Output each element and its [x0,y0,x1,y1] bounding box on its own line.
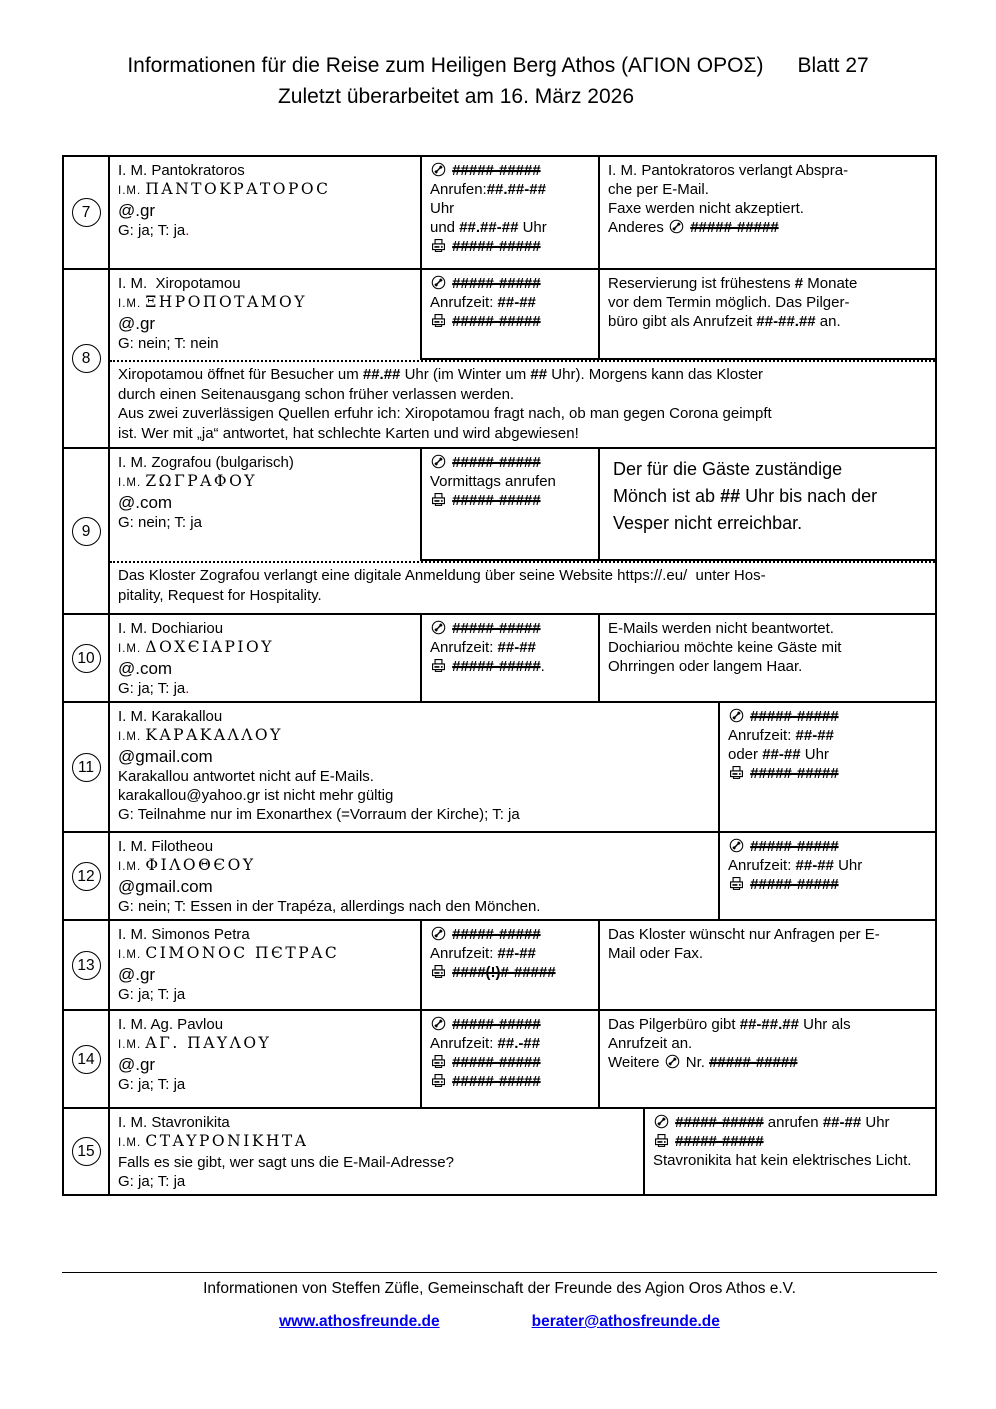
circled-number: 15 [72,1137,101,1166]
table-row-15 [64,1109,935,1194]
monastery-cell: I. M. Stavronikita I.M. CΤΑΥΡΟΝΙΚΗΤΑ Falls es sie gibt, wer sagt uns die E-Mail-Adresse? G: ja; T: ja [118,1114,454,1190]
footer-divider [62,1272,937,1273]
fax-icon [430,238,447,253]
phone-icon [668,219,685,234]
circled-number: 8 [72,344,101,373]
monastery-table [62,155,937,1196]
monastery-cell: I. M. Xiropotamou I.M. ΞΗΡΟΠΟΤΑΜΟΥ @.gr G: nein; T: nein [118,275,308,352]
phone-icon [653,1114,670,1129]
phone-icon [430,162,447,177]
contact-cell: #####-##### Vormittags anrufen #####-##### [420,449,598,561]
circled-number: 9 [72,517,101,546]
phone-icon [430,275,447,290]
contact-cell: #####-##### Anrufzeit: ##-## oder ##-## Uhr #####-##### [718,703,935,831]
row-number-cell [64,703,110,831]
page-title [0,50,996,81]
row-number-cell [64,1109,110,1194]
note-cell: Xiropotamou öffnet für Besucher um ##.## Uhr (im Winter um ## Uhr). Morgens kann das Kloster durch einen Seitenausgang schon früher verlassen werden. Aus zwei zuverlässigen Quellen erfuhr ich: Xiropotamou fragt nach, ob man gegen Corona geimpft ist. Wer mit „ja“ antwortet, hat schlechte Karten und wird abgewiesen! [118,366,772,442]
monastery-cell: I. M. Simonos Petra I.M. CΙΜΟΝΟC ΠЄΤΡΑC @.gr G: ja; T: ja [118,926,340,1003]
table-row-8 [64,270,935,449]
table-row-7 [64,157,935,270]
circled-number: 13 [72,951,101,980]
table-row-10 [64,615,935,703]
row-main-section [110,449,935,563]
sheet-number: Blatt 27 [797,54,869,77]
page-subtitle: Zuletzt überarbeitet am 16. März 2026 [277,85,634,108]
phone-icon [430,454,447,469]
phone-icon [430,620,447,635]
fax-icon [728,876,745,891]
website-link[interactable]: www.athosfreunde.de [279,1313,440,1330]
row-number-cell [64,921,110,1009]
circled-number: 11 [72,753,101,782]
page-footer [62,1272,937,1331]
table-row-11 [64,703,935,833]
row-number-cell [64,1011,110,1107]
circled-number: 12 [72,862,101,891]
monastery-cell: I. M. Pantokratoros I.M. ΠΑΝΤΟΚΡΑΤΟΡΟC @.gr G: ja; T: ja. [118,162,331,239]
contact-cell: #####-##### Anrufzeit: ##-## #####-##### [420,270,598,360]
contact-cell: #####-##### Anrufzeit: ##-## Uhr #####-##### [718,833,935,919]
info-cell: I. M. Pantokratoros verlangt Abspra- che per E-Mail. Faxe werden nicht akzeptiert. Anderes #####-##### [598,157,935,268]
row-number-cell [64,157,110,268]
fax-icon [430,964,447,979]
row-main-section [110,270,935,362]
row-number-cell [64,449,110,613]
fax-icon [728,765,745,780]
footer-info: Informationen von Steffen Züfle, Gemeinschaft der Freunde des Agion Oros Athos e.V. [203,1280,796,1297]
page-header [0,50,996,112]
fax-icon [430,492,447,507]
monastery-cell: I. M. Dochiariou I.M. ΔΟΧЄΙΑΡΙΟΥ @.com G: ja; T: ja. [118,620,274,697]
phone-icon [728,838,745,853]
contact-cell: #####-##### Anrufzeit: ##.-## #####-##### #####-##### [420,1011,598,1107]
monastery-cell: I. M. Ag. Pavlou I.M. ΑΓ. ΠΑΥΛΟΥ @.gr G: ja; T: ja [118,1016,272,1093]
circled-number: 10 [72,644,101,673]
fax-icon [430,658,447,673]
monastery-cell: I. M. Karakallou I.M. ΚΑΡΑΚΑΛΛΟΥ @gmail.com Karakallou antwortet nicht auf E-Mails. karakallou@yahoo.gr ist nicht mehr gültig G: Teilnahme nur im Exonarthex (=Vorraum der Kirche); T: ja [118,708,520,823]
row-number-cell [64,270,110,447]
table-row-13 [64,921,935,1011]
phone-icon [664,1054,681,1069]
monastery-cell: I. M. Zografou (bulgarisch) I.M. ΖΩΓΡΑΦΟΥ @.com G: nein; T: ja [118,454,294,531]
contact-cell: #####-##### Anrufen:##.##-## Uhr und ##.##-## Uhr #####-##### [420,157,598,268]
row-number-cell [64,615,110,701]
table-row-14 [64,1011,935,1109]
monastery-cell: I. M. Filotheou I.M. ΦΙΛΟΘЄΟΥ @gmail.com G: nein; T: Essen in der Trapéza, allerdings nach den Mönchen. [118,838,541,915]
fax-icon [430,313,447,328]
contact-cell: #####-##### Anrufzeit: ##-## ####(!)#-##### [420,921,598,1009]
info-cell: Reservierung ist frühestens # Monate vor dem Termin möglich. Das Pilger- büro gibt als Anrufzeit ##-##.## an. [598,270,935,360]
fax-icon [653,1133,670,1148]
note-cell: Das Kloster Zografou verlangt eine digitale Anmeldung über seine Website https://.eu/ unter Hos- pitality, Request for Hospitality. [118,567,766,604]
info-cell: E-Mails werden nicht beantwortet. Dochiariou möchte keine Gäste mit Ohrringen oder langem Haar. [598,615,935,701]
info-cell: Der für die Gäste zuständige Mönch ist ab ## Uhr bis nach der Vesper nicht erreichbar. [598,449,935,561]
fax-icon [430,1054,447,1069]
row-number-cell [64,833,110,919]
phone-icon [728,708,745,723]
info-cell: Das Kloster wünscht nur Anfragen per E- Mail oder Fax. [598,921,935,1009]
circled-number: 14 [72,1045,101,1074]
phone-icon [430,1016,447,1031]
contact-cell: #####-##### Anrufzeit: ##-## #####-#####. [420,615,598,701]
contact-cell: #####-##### anrufen ##-## Uhr #####-##### Stavronikita hat kein elektrisches Licht. [643,1109,935,1194]
phone-icon [430,926,447,941]
email-link[interactable]: berater@athosfreunde.de [531,1313,720,1330]
title-text: Informationen für die Reise zum Heiligen Berg Athos (ΑΓΙΟΝ ΟΡΟΣ) [127,54,764,77]
table-row-9 [64,449,935,615]
info-cell: Das Pilgerbüro gibt ##-##.## Uhr als Anrufzeit an. Weitere Nr. #####-##### [598,1011,935,1107]
circled-number: 7 [72,198,101,227]
table-row-12 [64,833,935,921]
fax-icon [430,1073,447,1088]
